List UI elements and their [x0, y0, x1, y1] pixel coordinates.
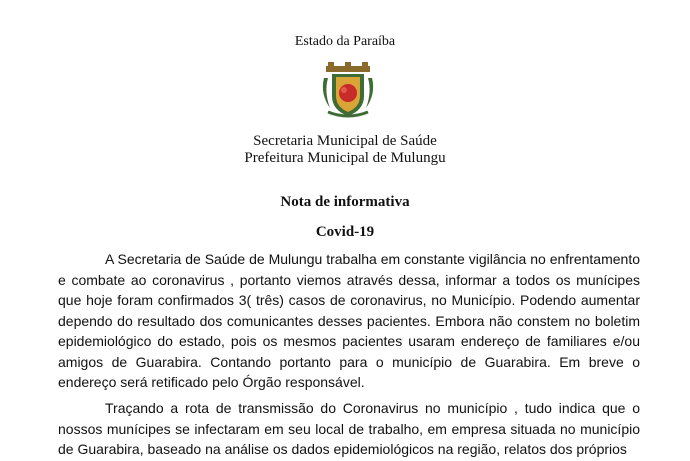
document-subtitle: Covid-19 [315, 224, 375, 240]
municipal-coat-of-arms-icon [318, 60, 378, 120]
document-title: Nota de informativa [280, 194, 410, 210]
prefecture-name: Prefeitura Municipal de Mulungu [244, 150, 446, 166]
state-name: Estado da Paraíba [294, 34, 396, 49]
paragraph: A Secretaria de Saúde de Mulungu trabalha em constante vigilância no enfrentamento e combate ao coronavirus , portanto viemos através dessa, informar a todos os munícipes que hoje foram confirmados 3( três) casos de coronavirus, no Município. Podendo aumentar dependo do resultado dos comunicantes desses pacientes. Embora não constem no boletim epidemiológico do estado, pois os mesmos pacientes usaram endereço de familiares e/ou amigos de Guarabira. Contando portanto para o município de Guarabira. Em breve o endereço será retificado pelo Órgão responsável. [58, 251, 640, 390]
paragraph: Traçando a rota de transmissão do Coronavirus no município , tudo indica que o nossos munícipes se infectaram em seu local de trabalho, em empresa situada no município de Guarabira, baseado na análise os dados epidemiológicos na região, relatos dos próprios [58, 400, 640, 457]
secretariat-name: Secretaria Municipal de Saúde [253, 133, 437, 149]
